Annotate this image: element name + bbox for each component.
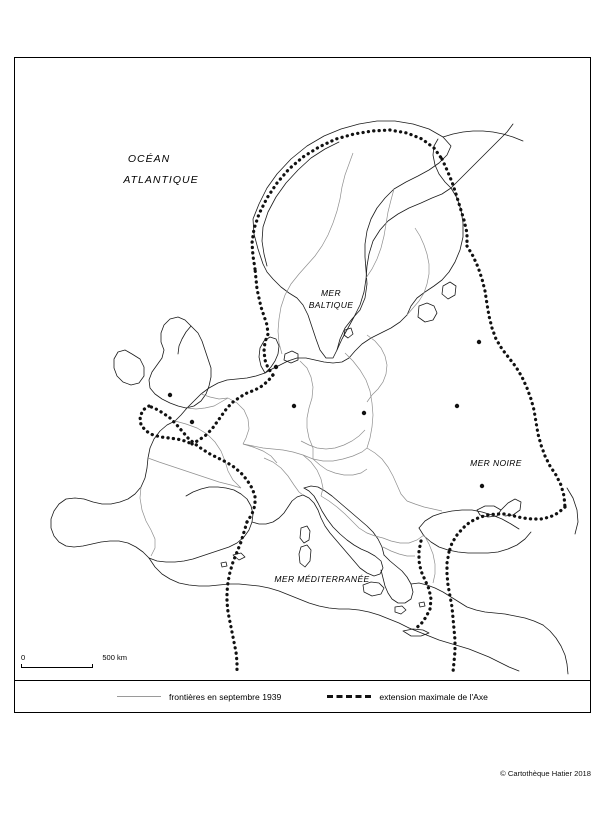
coastline-egypt-libya [409, 628, 519, 671]
border-germany-south [243, 444, 313, 459]
legend-swatch-dotted-line [327, 695, 371, 698]
border-germany-east [300, 361, 313, 459]
city-dot [362, 411, 366, 415]
axis-extent-caucasus-turkey [447, 552, 455, 672]
axis-extent-aegean-greece [415, 541, 431, 629]
city-dot [292, 404, 296, 408]
island-crete [403, 629, 429, 636]
island-sardinia [299, 545, 311, 567]
border-poland-east [345, 353, 373, 448]
island-zealand [284, 351, 298, 363]
island-ibiza [221, 562, 227, 567]
coastline-caspian-edge [567, 488, 578, 534]
legend-swatch-solid-line [117, 696, 161, 697]
coastline-north-africa [149, 558, 409, 628]
coastline-levant [543, 625, 568, 674]
scale-zero-label: 0 [21, 653, 26, 662]
city-dot [477, 340, 481, 344]
legend-label-axis-extent: extension maximale de l'Axe [379, 691, 488, 702]
coastline-gulf-of-lion [252, 495, 303, 524]
island-cyclades [419, 602, 425, 607]
border-france-switzerland [243, 444, 277, 463]
island-sicily [363, 582, 384, 596]
coastline-kola [443, 131, 523, 141]
map-canvas [15, 58, 590, 680]
label-ocean-atlantique-line1: OCÉAN [127, 153, 171, 165]
border-bulgaria-greece [383, 535, 424, 543]
scale-bar [21, 653, 141, 668]
lake-ladoga-outline [418, 303, 437, 322]
border-norway-sweden [278, 153, 353, 354]
coastline-france-atlantic [51, 421, 175, 558]
coastlines-group [51, 121, 578, 674]
axis-extent-channel [192, 375, 273, 444]
axis-extent-mediterranean-africa [227, 522, 247, 672]
island-corsica [300, 526, 310, 543]
label-mer-mediterranee: MER MÉDITERRANÉE [274, 574, 370, 584]
city-dot [455, 404, 459, 408]
border-hungary-romania [367, 448, 407, 501]
island-peloponnese-aegean [395, 606, 406, 614]
border-italy-austria [303, 455, 323, 496]
coastline-adriatic-east [304, 486, 384, 555]
border-france-italy-alps [264, 458, 303, 495]
axis-extent-south-russia [449, 507, 565, 552]
border-czechoslovakia [301, 430, 365, 449]
legend [14, 681, 591, 713]
coastline-italy [303, 488, 383, 576]
coastline-finland-east [407, 188, 463, 315]
label-mer-baltique-line1: MER [320, 288, 342, 298]
border-greece-north [383, 547, 415, 556]
city-dot [190, 420, 194, 424]
legend-label-borders-1939: frontières en septembre 1939 [169, 691, 282, 702]
axis-max-extent-group [140, 130, 565, 672]
city-dot [274, 365, 278, 369]
coastline-white-sea [451, 124, 513, 188]
coastline-greece [381, 555, 413, 603]
border-sweden-finland [366, 189, 394, 278]
copyright-credit: © Cartothèque Hatier 2018 [500, 769, 591, 778]
border-austria-hungary [313, 459, 367, 475]
border-turkey-west [424, 535, 435, 583]
label-ocean-atlantique-line2: ATLANTIQUE [123, 174, 199, 186]
border-finland-ussr [407, 228, 429, 315]
city-dot [480, 484, 484, 488]
legend-item-axis-extent [327, 692, 488, 702]
lake-onega-outline [442, 282, 456, 299]
border-romania-ussr [407, 501, 442, 511]
coastline-barents-inner [433, 139, 451, 188]
coastline-iberia-south [149, 487, 253, 562]
border-france-spain-pyrenees [148, 458, 241, 488]
scale-max-label: 500 km [102, 653, 127, 662]
scale-rule [21, 664, 93, 668]
legend-item-borders-1939 [117, 692, 281, 702]
coastline-north-sea [175, 373, 265, 421]
map-figure [14, 57, 591, 681]
city-dot [168, 393, 172, 397]
border-yugoslavia [321, 496, 383, 538]
europe-map-svg [15, 58, 592, 682]
border-spain-portugal [140, 487, 155, 556]
border-germany-west [228, 398, 249, 444]
axis-extent-denmark-baltic [255, 269, 273, 375]
borders-1939-group [140, 153, 442, 583]
coastline-ireland [114, 350, 144, 385]
coastline-scotland-firth [178, 326, 191, 354]
coastline-baltic-south [265, 315, 407, 373]
coastline-black-sea-south [419, 528, 531, 553]
axis-extent-north-scandinavia [252, 130, 442, 269]
border-poland-south [313, 448, 367, 461]
label-mer-baltique-line2: BALTIQUE [308, 300, 354, 310]
border-belgium-france [187, 398, 228, 409]
label-mer-noire: MER NOIRE [470, 458, 522, 468]
